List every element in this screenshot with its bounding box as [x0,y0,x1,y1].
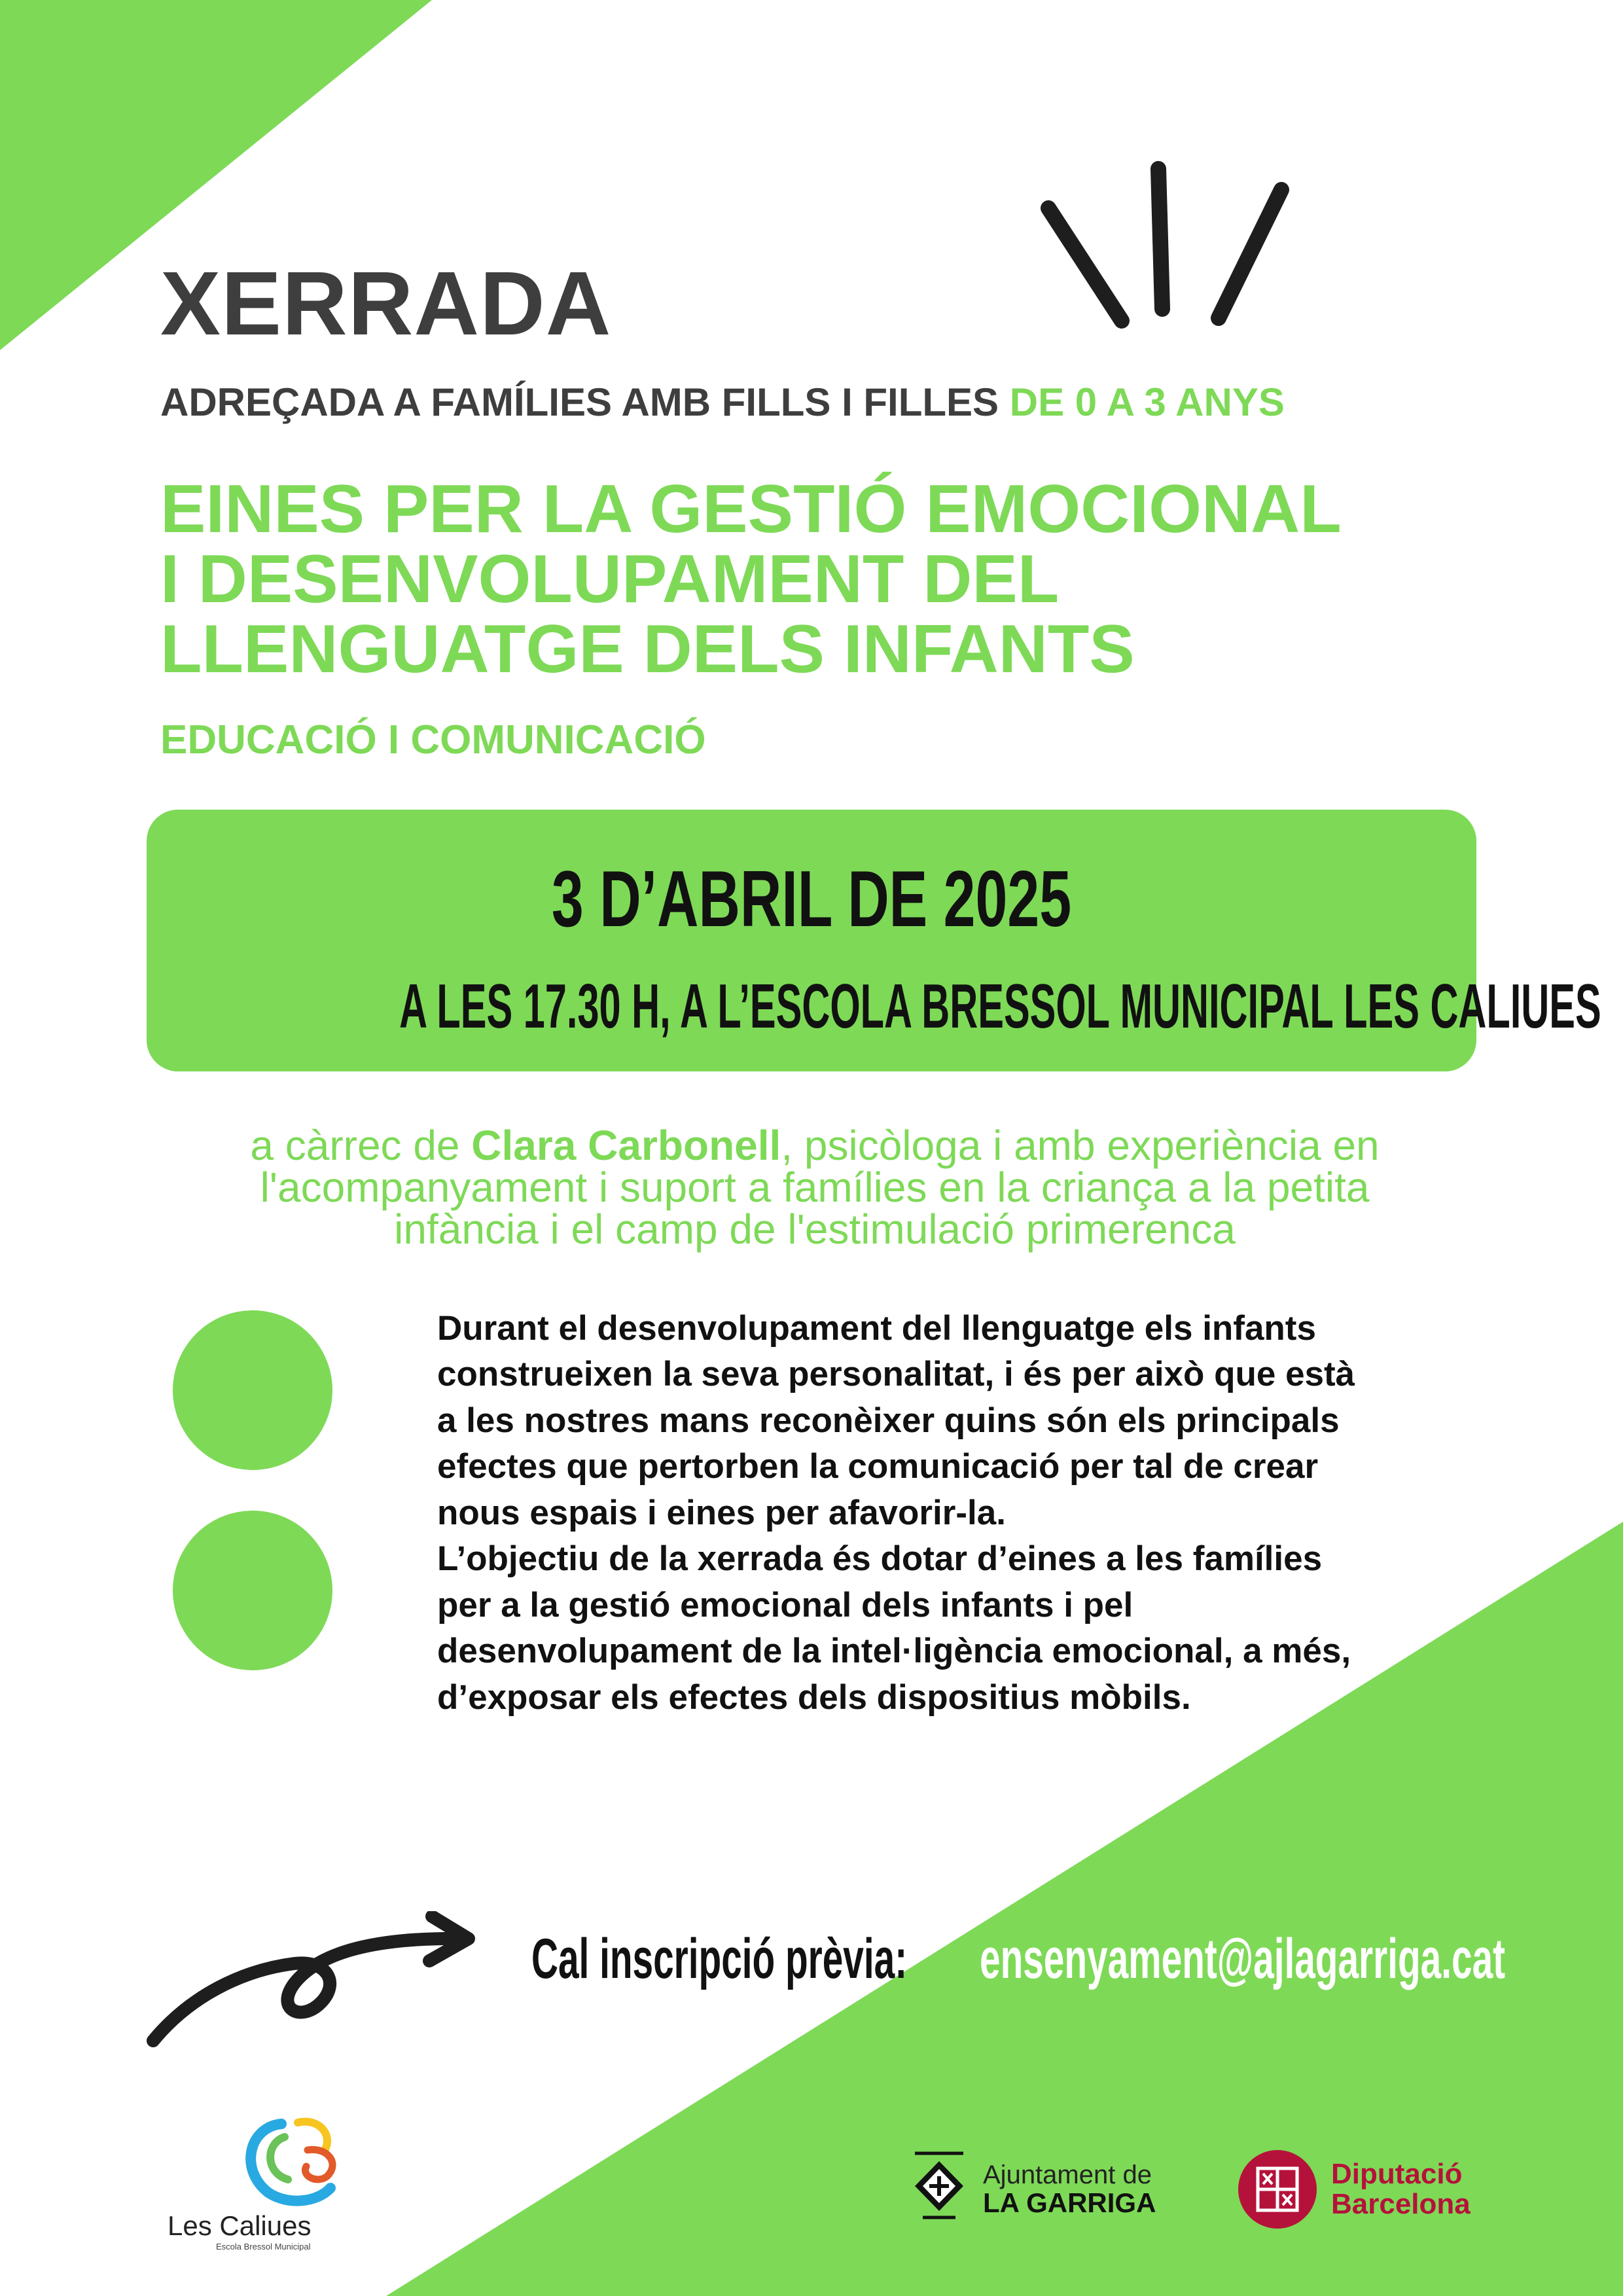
decorative-circle-top [173,1310,332,1470]
emphasis-burst-icon [1034,157,1296,334]
description-paragraph-2: L’objectiu de la xerrada és dotar d’eines a les famílies per a la gestió emocional dels infants i pel desenvolupament de la intel·ligència emocional, a més, d’exposar els efectes dels dispositius mòbils. [437,1539,1351,1717]
headline-line-3: LLENGUATGE DELS INFANTS [160,611,1135,688]
speaker-line-3: infància i el camp de l'estimulació primerenca [394,1206,1236,1253]
registration-label: Cal inscripció prèvia: [531,1928,908,1990]
speaker-role: , psicòloga i amb experiència en [781,1122,1380,1169]
audience-age-range: DE 0 A 3 ANYS [1009,380,1285,424]
speaker-line-1 [144,1122,1486,1169]
event-type-title: XERRADA [160,253,612,354]
registration-email-link[interactable]: ensenyament@ajlagarriga.cat [980,1928,1506,1990]
diputacio-logo-line-1: Diputació [1331,2158,1463,2190]
speaker-info [144,1122,1486,1253]
audience-subtitle [160,380,1285,424]
audience-subtitle-dark: ADREÇADA A FAMÍLIES AMB FILLS I FILLES [160,380,999,424]
les-caliues-logo-icon [236,2111,347,2209]
les-caliues-logo-name: Les Caliues [168,2210,312,2241]
la-garriga-logo-line-2: LA GARRIGA [983,2187,1156,2218]
headline-line-2: I DESENVOLUPAMENT DEL [160,541,1060,618]
topic-label: EDUCACIÓ I COMUNICACIÓ [160,717,706,762]
description-paragraph-1: Durant el desenvolupament del llenguatge els infants construeixen la seva personalitat, i és per això que està a les nostres mans reconèixer quins són els principals efectes que pertorben la comunicació per tal de crear nous espais i eines per afavorir-la. [437,1309,1355,1532]
la-garriga-coat-of-arms-icon [910,2147,969,2225]
talk-description [437,1306,1366,1721]
decorative-circle-bottom [173,1511,332,1670]
headline-line-1: EINES PER LA GESTIÓ EMOCIONAL [160,471,1342,547]
event-time-place: A LES 17.30 H, A L’ESCOLA BRESSOL MUNICIPAL LES CALIUES [399,971,1601,1041]
speaker-prefix: a càrrec de [250,1122,472,1169]
la-garriga-logo-line-1: Ajuntament de [983,2161,1152,2189]
curly-arrow-icon [144,1911,484,2055]
talk-headline [160,471,1342,688]
event-date: 3 D’ABRIL DE 2025 [551,854,1072,943]
les-caliues-logo-subtitle: Escola Bressol Municipal [216,2242,311,2251]
diputacio-logo-line-2: Barcelona [1331,2188,1471,2220]
speaker-line-2: l'acompanyament i suport a famílies en la criança a la petita [260,1164,1370,1211]
speaker-name: Clara Carbonell [471,1122,781,1169]
diputacio-barcelona-seal-icon [1237,2149,1318,2230]
